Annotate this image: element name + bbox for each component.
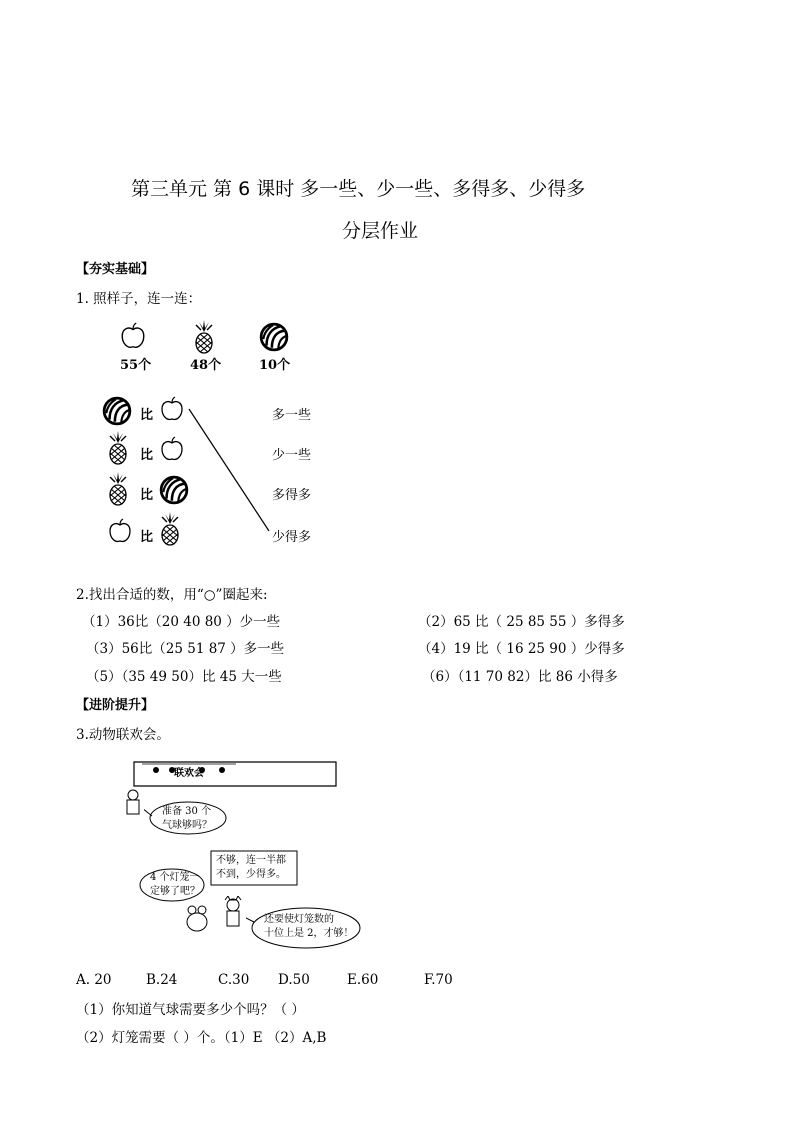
count-label-watermelon: 10个 (259, 358, 291, 373)
q3-sub-question-1: （1）你知道气球需要多少个吗？（ ） (76, 1002, 305, 1018)
compare-word: 比 (140, 408, 154, 423)
q2-item-5: （5）（35 49 50）比 45 大一些 (86, 669, 282, 685)
q2-item-3: （3）56比（25 51 87 ）多一些 (86, 641, 285, 657)
q2-item-2: （2）65 比（ 25 85 55 ）多得多 (418, 614, 625, 630)
bubble-3-line-2: 不到，少得多。 (216, 869, 286, 880)
relation-much-more: 多得多 (272, 488, 312, 503)
relation-less-some: 少一些 (272, 448, 312, 463)
pineapple-icon (158, 512, 182, 546)
bubble-4-line-2: 十位上是 2，才够！ (264, 928, 354, 939)
question-3-text: 3.动物联欢会。 (76, 727, 170, 743)
compare-word: 比 (140, 448, 154, 463)
q3-sub-question-2: （2）灯笼需要（ ）个。（1）E （2）A,B (76, 1030, 327, 1046)
option-d: D.50 (278, 972, 310, 988)
q2-item-1: （1）36比（20 40 80 ）少一些 (82, 614, 281, 630)
bubble-2-line-1: 4 个灯笼一 (150, 872, 200, 883)
count-label-apple: 55个 (120, 358, 152, 373)
count-label-pineapple: 48个 (190, 358, 222, 373)
q2-item-6: （6）（11 70 82）比 86 小得多 (422, 669, 618, 685)
relation-more-some: 多一些 (272, 408, 312, 423)
bubble-1-line-2: 气球够吗？ (162, 820, 212, 831)
section-label-basic: 【夯实基础】 (76, 262, 155, 277)
section-label-advanced: 【进阶提升】 (76, 698, 155, 713)
compare-word: 比 (140, 530, 154, 545)
pineapple-icon (192, 320, 216, 354)
page-subtitle: 分层作业 (342, 220, 419, 242)
bubble-1-line-1: 准备 30 个 (162, 806, 212, 817)
option-a: A. 20 (76, 972, 112, 988)
pineapple-icon (106, 472, 130, 506)
frog-figure (184, 904, 210, 934)
bubble-2-line-2: 定够了吧？ (150, 886, 200, 897)
relation-much-less: 少得多 (272, 530, 312, 545)
apple-icon (120, 322, 146, 350)
question-2-text: 2.找出合适的数，用“○”圈起来: (76, 587, 268, 603)
banner-text: 联欢会 (174, 768, 204, 779)
watermelon-icon (259, 322, 289, 352)
compare-word: 比 (140, 488, 154, 503)
cat-figure (220, 896, 246, 930)
question-1-text: 1. 照样子，连一连： (76, 291, 202, 307)
option-c: C.30 (218, 972, 250, 988)
q2-item-4: （4）19 比（ 16 25 90 ）少得多 (418, 641, 625, 657)
bubble-4-line-1: 还要使灯笼数的 (264, 914, 334, 925)
example-connector-line (185, 405, 275, 535)
apple-icon (108, 518, 132, 544)
pineapple-icon (106, 431, 130, 465)
banner-graphic (132, 758, 340, 790)
watermelon-icon (102, 396, 132, 426)
party-illustration (118, 750, 368, 960)
option-b: B.24 (146, 972, 178, 988)
animal-figure (122, 788, 144, 818)
option-f: F.70 (424, 972, 453, 988)
apple-icon (160, 396, 184, 422)
option-e: E.60 (347, 972, 379, 988)
page-title: 第三单元 第 6 课时 多一些、少一些、多得多、少得多 (131, 178, 586, 200)
apple-icon (160, 436, 184, 462)
bubble-3-line-1: 不够，连一半都 (216, 855, 286, 866)
